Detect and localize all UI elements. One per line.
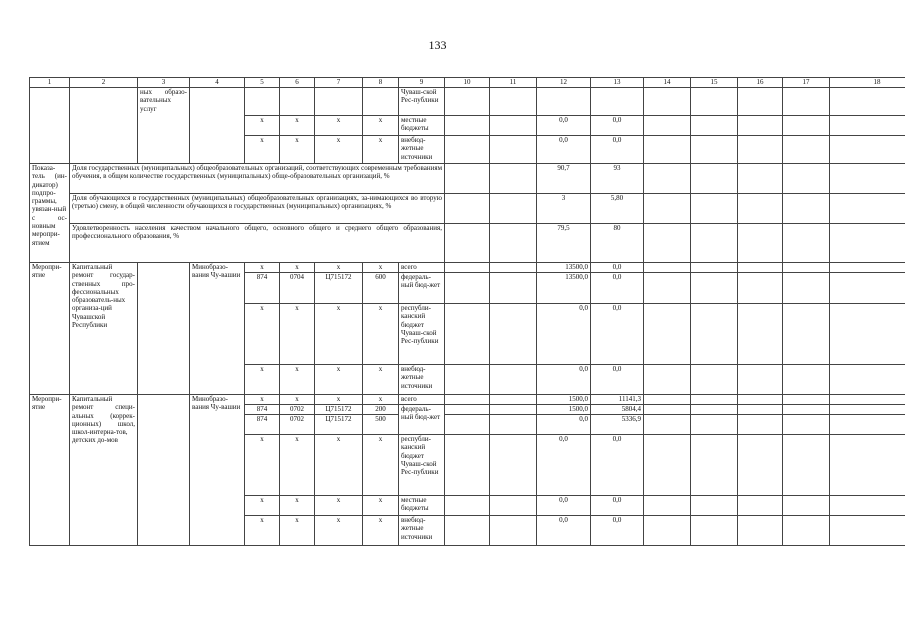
column-number: 15 xyxy=(691,78,738,88)
indicator-value: 5,80 xyxy=(591,194,644,224)
empty-cell xyxy=(691,415,738,435)
empty-cell xyxy=(738,304,783,365)
empty-cell xyxy=(490,395,537,405)
empty-cell xyxy=(783,395,830,405)
empty-cell xyxy=(830,88,905,116)
value-cell: 0,0 xyxy=(537,304,591,365)
empty-cell xyxy=(738,273,783,304)
empty-cell xyxy=(644,435,691,496)
code-cell-c6: х xyxy=(280,136,315,164)
header-row xyxy=(30,78,905,88)
empty-cell xyxy=(445,273,490,304)
indicator-value: 93 xyxy=(591,164,644,194)
empty-cell xyxy=(830,273,905,304)
code-cell-c5: х xyxy=(245,496,280,516)
empty-cell xyxy=(644,365,691,395)
indicator-value: 3 xyxy=(537,194,591,224)
empty-cell xyxy=(691,224,738,263)
empty-cell xyxy=(445,263,490,273)
empty-cell xyxy=(445,365,490,395)
code-cell-c5: 874 xyxy=(245,405,280,415)
empty-cell xyxy=(490,273,537,304)
empty-cell xyxy=(783,263,830,273)
value-cell: 11141,3 xyxy=(591,395,644,405)
empty-cell xyxy=(445,405,490,415)
code-cell-c6: х xyxy=(280,263,315,273)
empty-cell xyxy=(490,496,537,516)
code-cell-c6: х xyxy=(280,516,315,546)
code-cell-c8: х xyxy=(363,496,399,516)
column-number: 13 xyxy=(591,78,644,88)
empty-cell xyxy=(644,88,691,116)
value-cell: 1500,0 xyxy=(537,405,591,415)
value-cell: 13500,0 xyxy=(537,273,591,304)
empty-cell xyxy=(445,395,490,405)
empty-cell xyxy=(245,88,280,116)
empty-cell xyxy=(691,304,738,365)
empty-cell xyxy=(738,116,783,136)
empty-cell xyxy=(691,136,738,164)
empty-cell xyxy=(445,164,490,194)
column-number: 11 xyxy=(490,78,537,88)
empty-cell xyxy=(830,405,905,415)
code-cell-c6: х xyxy=(280,304,315,365)
column-number: 14 xyxy=(644,78,691,88)
empty-cell xyxy=(490,88,537,116)
empty-cell xyxy=(738,516,783,546)
empty-cell xyxy=(138,263,190,395)
empty-cell xyxy=(490,516,537,546)
column-number: 3 xyxy=(138,78,190,88)
empty-cell xyxy=(644,496,691,516)
column-number: 12 xyxy=(537,78,591,88)
code-cell-c7: х xyxy=(315,435,363,496)
code-cell-c8: х xyxy=(363,304,399,365)
table-row xyxy=(30,88,905,116)
source-cell: республи-канский бюджет Чуваш-ской Рес-публики xyxy=(399,435,445,496)
empty-cell xyxy=(691,194,738,224)
value-cell: 0,0 xyxy=(537,136,591,164)
empty-cell xyxy=(190,88,245,164)
empty-cell xyxy=(644,263,691,273)
empty-cell xyxy=(445,136,490,164)
indicator-row xyxy=(30,164,905,194)
empty-cell xyxy=(830,496,905,516)
value-cell: 0,0 xyxy=(591,273,644,304)
service-label: ных образо-вательных услуг xyxy=(138,88,190,164)
empty-cell xyxy=(691,273,738,304)
source-cell: Чуваш-ской Рес-публики xyxy=(399,88,445,116)
empty-cell xyxy=(738,88,783,116)
code-cell-c7: Ц715172 xyxy=(315,405,363,415)
value-cell: 5804,4 xyxy=(591,405,644,415)
empty-cell xyxy=(691,88,738,116)
empty-cell xyxy=(644,194,691,224)
source-cell: федераль-ный бюд-жет xyxy=(399,273,445,304)
source-cell: республи-канский бюджет Чуваш-ской Рес-публики xyxy=(399,304,445,365)
empty-cell xyxy=(644,415,691,435)
source-cell: федераль-ный бюд-жет xyxy=(399,405,445,435)
page-number: 133 xyxy=(428,38,447,52)
code-cell-c6: х xyxy=(280,116,315,136)
empty-cell xyxy=(537,88,591,116)
code-cell-c5: х xyxy=(245,136,280,164)
column-number: 10 xyxy=(445,78,490,88)
empty-cell xyxy=(783,194,830,224)
code-cell-c6: х xyxy=(280,435,315,496)
empty-cell xyxy=(70,88,138,164)
source-cell: внебюд-жетные источники xyxy=(399,136,445,164)
empty-cell xyxy=(783,273,830,304)
indicator-text: Удовлетворенность населения качеством начального общего, основного общего и среднего общего образования, профессионального образования, % xyxy=(70,224,445,263)
code-cell-c5: х xyxy=(245,365,280,395)
budget-table xyxy=(29,77,905,546)
source-cell: местные бюджеты xyxy=(399,116,445,136)
value-cell: 13500,0 xyxy=(537,263,591,273)
value-cell: 0,0 xyxy=(537,435,591,496)
empty-cell xyxy=(783,496,830,516)
empty-cell xyxy=(738,415,783,435)
empty-cell xyxy=(830,304,905,365)
empty-cell xyxy=(644,164,691,194)
code-cell-c5: 874 xyxy=(245,273,280,304)
value-cell: 0,0 xyxy=(537,365,591,395)
empty-cell xyxy=(783,304,830,365)
value-cell: 5336,9 xyxy=(591,415,644,435)
value-cell: 0,0 xyxy=(591,435,644,496)
empty-cell xyxy=(445,224,490,263)
empty-cell xyxy=(830,224,905,263)
measure-name: Капитальный ремонт специ-альных (коррек-ционных) школ, школ-интерна-тов, детских до-мов xyxy=(70,395,138,546)
empty-cell xyxy=(445,88,490,116)
source-cell: внебюд-жетные источники xyxy=(399,365,445,395)
value-cell: 0,0 xyxy=(537,496,591,516)
empty-cell xyxy=(30,88,70,164)
value-cell: 0,0 xyxy=(537,116,591,136)
source-cell: местные бюджеты xyxy=(399,496,445,516)
empty-cell xyxy=(691,395,738,405)
indicator-value: 90,7 xyxy=(537,164,591,194)
empty-cell xyxy=(783,88,830,116)
code-cell-c7: Ц715172 xyxy=(315,415,363,435)
empty-cell xyxy=(738,435,783,496)
column-number: 2 xyxy=(70,78,138,88)
indicator-value: 79,5 xyxy=(537,224,591,263)
code-cell-c7: х xyxy=(315,116,363,136)
empty-cell xyxy=(830,136,905,164)
empty-cell xyxy=(691,516,738,546)
column-number: 4 xyxy=(190,78,245,88)
empty-cell xyxy=(783,224,830,263)
empty-cell xyxy=(490,435,537,496)
empty-cell xyxy=(738,136,783,164)
empty-cell xyxy=(783,164,830,194)
empty-cell xyxy=(315,88,363,116)
code-cell-c8: х xyxy=(363,263,399,273)
empty-cell xyxy=(490,164,537,194)
code-cell-c6: 0704 xyxy=(280,273,315,304)
source-cell: внебюд-жетные источники xyxy=(399,516,445,546)
code-cell-c8: 200 xyxy=(363,405,399,415)
code-cell-c5: х xyxy=(245,304,280,365)
empty-cell xyxy=(644,405,691,415)
indicator-text: Доля обучающихся в государственных (муниципальных) общеобразовательных организациях, за-нимающихся во вторую (третью) смену, в общей численности обучающихся в государственных (муниципальных) организациях, % xyxy=(70,194,445,224)
code-cell-c8: х xyxy=(363,516,399,546)
empty-cell xyxy=(445,304,490,365)
column-number: 7 xyxy=(315,78,363,88)
code-cell-c7: х xyxy=(315,263,363,273)
column-number: 9 xyxy=(399,78,445,88)
code-cell-c6: х xyxy=(280,496,315,516)
column-number: 8 xyxy=(363,78,399,88)
code-cell-c6: х xyxy=(280,365,315,395)
source-cell: всего xyxy=(399,395,445,405)
empty-cell xyxy=(490,415,537,435)
code-cell-c5: 874 xyxy=(245,415,280,435)
code-cell-c8: х xyxy=(363,395,399,405)
indicator-value: 80 xyxy=(591,224,644,263)
code-cell-c7: х xyxy=(315,304,363,365)
empty-cell xyxy=(644,116,691,136)
code-cell-c5: х xyxy=(245,263,280,273)
empty-cell xyxy=(738,194,783,224)
empty-cell xyxy=(830,435,905,496)
empty-cell xyxy=(445,435,490,496)
empty-cell xyxy=(830,415,905,435)
empty-cell xyxy=(830,365,905,395)
empty-cell xyxy=(591,88,644,116)
empty-cell xyxy=(363,88,399,116)
empty-cell xyxy=(830,516,905,546)
responsible-executor: Минобразо-вания Чу-вашии xyxy=(190,395,245,546)
column-number: 6 xyxy=(280,78,315,88)
empty-cell xyxy=(445,496,490,516)
value-cell: 0,0 xyxy=(591,365,644,395)
empty-cell xyxy=(490,194,537,224)
empty-cell xyxy=(490,116,537,136)
measure-row xyxy=(30,395,905,405)
empty-cell xyxy=(691,435,738,496)
empty-cell xyxy=(830,164,905,194)
empty-cell xyxy=(490,304,537,365)
code-cell-c6: х xyxy=(280,395,315,405)
empty-cell xyxy=(783,435,830,496)
empty-cell xyxy=(691,164,738,194)
empty-cell xyxy=(738,164,783,194)
empty-cell xyxy=(644,136,691,164)
empty-cell xyxy=(830,116,905,136)
code-cell-c7: х xyxy=(315,516,363,546)
code-cell-c7: Ц715172 xyxy=(315,273,363,304)
code-cell-c5: х xyxy=(245,435,280,496)
empty-cell xyxy=(490,405,537,415)
indicator-row xyxy=(30,224,905,263)
empty-cell xyxy=(830,395,905,405)
code-cell-c8: х xyxy=(363,435,399,496)
value-cell: 0,0 xyxy=(591,116,644,136)
empty-cell xyxy=(644,395,691,405)
value-cell: 0,0 xyxy=(591,263,644,273)
empty-cell xyxy=(783,516,830,546)
code-cell-c8: 600 xyxy=(363,273,399,304)
measure-name: Капитальный ремонт государ-ственных про-фессиональных образователь-ных организа-ций Чувашской Республики xyxy=(70,263,138,395)
empty-cell xyxy=(738,224,783,263)
code-cell-c8: х xyxy=(363,116,399,136)
indicator-label: Показа-тель (ин-дикатор) подпро-граммы, увязан-ный с ос-новным меропри-ятием xyxy=(30,164,70,263)
empty-cell xyxy=(830,194,905,224)
code-cell-c8: х xyxy=(363,136,399,164)
empty-cell xyxy=(783,405,830,415)
measure-label: Меропри-ятие xyxy=(30,263,70,395)
code-cell-c7: х xyxy=(315,496,363,516)
value-cell: 0,0 xyxy=(591,496,644,516)
value-cell: 0,0 xyxy=(591,516,644,546)
code-cell-c5: х xyxy=(245,516,280,546)
column-number: 1 xyxy=(30,78,70,88)
code-cell-c8: х xyxy=(363,365,399,395)
empty-cell xyxy=(783,415,830,435)
code-cell-c6: 0702 xyxy=(280,405,315,415)
value-cell: 0,0 xyxy=(537,415,591,435)
indicator-text: Доля государственных (муниципальных) общеобразовательных организаций, соответствующих современным требованиям обучения, в общем количестве государственных (муниципальных) обще-образовательных организаций, % xyxy=(70,164,445,194)
empty-cell xyxy=(691,405,738,415)
empty-cell xyxy=(830,263,905,273)
code-cell-c7: х xyxy=(315,365,363,395)
code-cell-c7: х xyxy=(315,136,363,164)
empty-cell xyxy=(738,395,783,405)
empty-cell xyxy=(738,405,783,415)
code-cell-c8: 500 xyxy=(363,415,399,435)
source-cell: всего xyxy=(399,263,445,273)
empty-cell xyxy=(738,496,783,516)
empty-cell xyxy=(783,365,830,395)
value-cell: 0,0 xyxy=(591,304,644,365)
empty-cell xyxy=(138,395,190,546)
column-number: 18 xyxy=(830,78,905,88)
empty-cell xyxy=(490,263,537,273)
empty-cell xyxy=(445,194,490,224)
empty-cell xyxy=(783,136,830,164)
code-cell-c6: 0702 xyxy=(280,415,315,435)
empty-cell xyxy=(490,136,537,164)
empty-cell xyxy=(445,415,490,435)
empty-cell xyxy=(445,516,490,546)
column-number: 5 xyxy=(245,78,280,88)
measure-label: Меропри-ятие xyxy=(30,395,70,546)
empty-cell xyxy=(644,304,691,365)
empty-cell xyxy=(490,224,537,263)
empty-cell xyxy=(783,116,830,136)
empty-cell xyxy=(644,516,691,546)
value-cell: 1500,0 xyxy=(537,395,591,405)
column-number: 16 xyxy=(738,78,783,88)
empty-cell xyxy=(738,263,783,273)
value-cell: 0,0 xyxy=(591,136,644,164)
empty-cell xyxy=(445,116,490,136)
code-cell-c5: х xyxy=(245,395,280,405)
empty-cell xyxy=(691,365,738,395)
empty-cell xyxy=(691,116,738,136)
empty-cell xyxy=(691,496,738,516)
column-number: 17 xyxy=(783,78,830,88)
indicator-row xyxy=(30,194,905,224)
empty-cell xyxy=(280,88,315,116)
code-cell-c5: х xyxy=(245,116,280,136)
empty-cell xyxy=(644,224,691,263)
empty-cell xyxy=(644,273,691,304)
value-cell: 0,0 xyxy=(537,516,591,546)
code-cell-c7: х xyxy=(315,395,363,405)
empty-cell xyxy=(490,365,537,395)
empty-cell xyxy=(738,365,783,395)
empty-cell xyxy=(691,263,738,273)
measure-row xyxy=(30,263,905,273)
responsible-executor: Минобразо-вания Чу-вашии xyxy=(190,263,245,395)
